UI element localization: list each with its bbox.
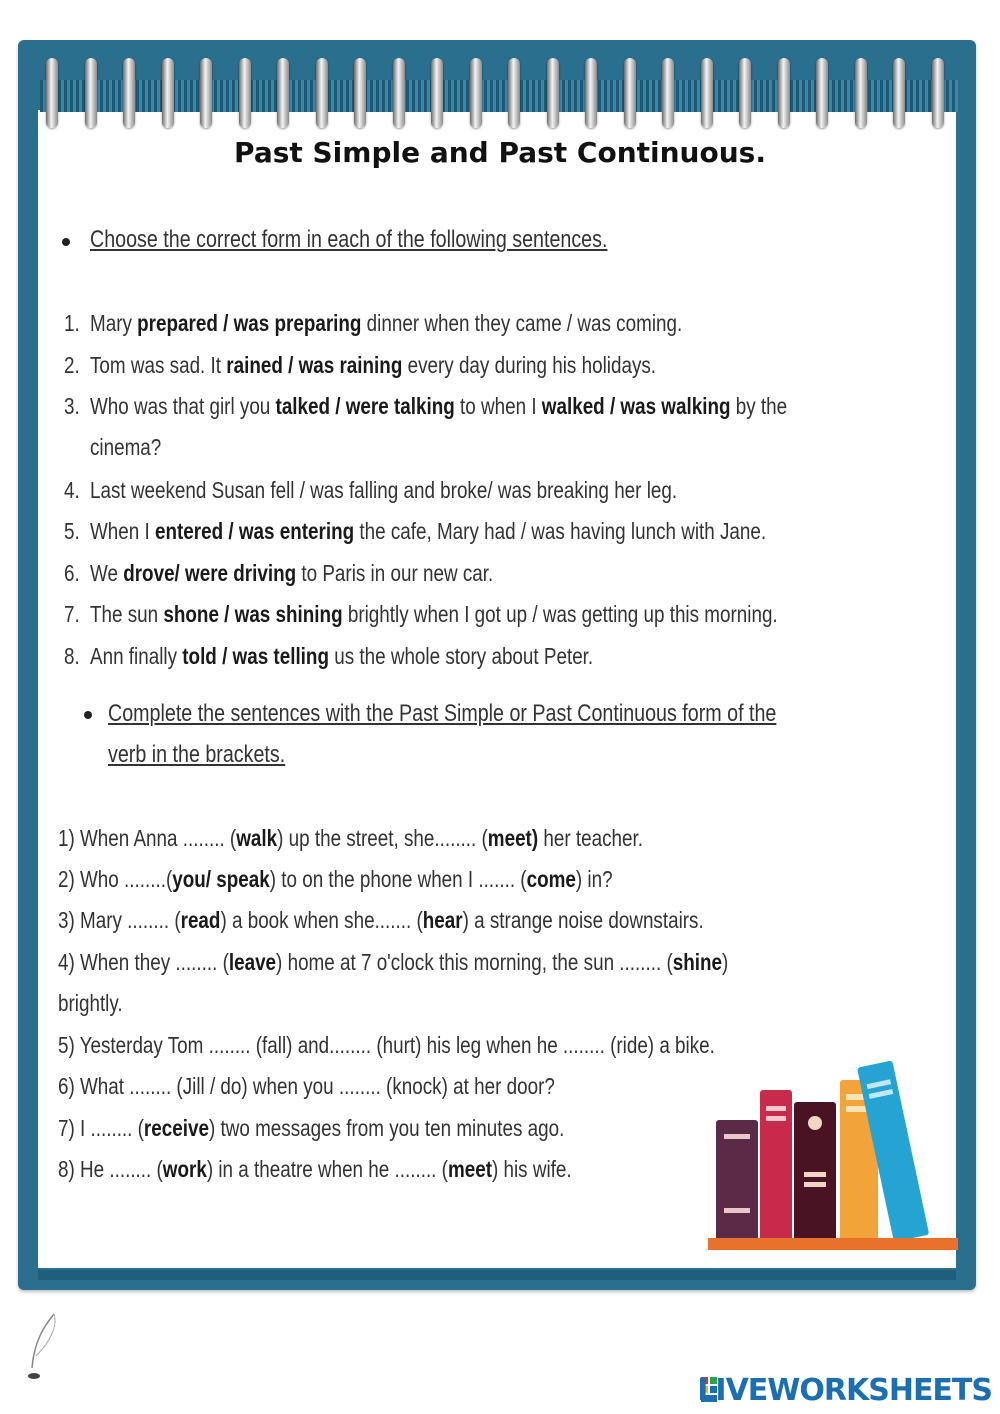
verb-option: drove/ were driving xyxy=(123,560,297,586)
section2-instruction-line1: Complete the sentences with the Past Simple or Past Continuous form of the xyxy=(108,700,777,727)
verb-option: shine xyxy=(672,949,723,975)
sentence-line xyxy=(58,1073,555,1100)
item-number: 2. xyxy=(64,352,80,378)
verb-option: told / was telling xyxy=(182,643,329,669)
verb-option: meet) xyxy=(487,825,539,851)
sentence-text: by the xyxy=(730,393,788,419)
sentence-text: 2) Who ........( xyxy=(58,866,173,892)
sentence-text: ) a book when she....... ( xyxy=(220,907,423,933)
sentence-line xyxy=(58,1115,564,1142)
verb-option: come xyxy=(526,866,576,892)
books-illustration xyxy=(708,1040,960,1250)
spiral-ring xyxy=(816,58,828,128)
spiral-ring xyxy=(431,58,443,128)
sentence-text: her teacher. xyxy=(538,825,643,851)
book-icon xyxy=(760,1090,792,1242)
sentence-text: dinner when they came / was coming. xyxy=(361,310,683,336)
sentence-text: us the whole story about Peter. xyxy=(328,643,594,669)
spiral-ring xyxy=(123,58,135,128)
spiral-ring xyxy=(508,58,520,128)
sentence-line xyxy=(58,1156,572,1183)
sentence-text: Mary xyxy=(90,310,138,336)
sentence-text: ) in? xyxy=(575,866,613,892)
sentence-text: ) xyxy=(722,949,729,975)
sentence-line xyxy=(58,949,728,976)
sentence-text: ) in a theatre when he ........ ( xyxy=(206,1156,448,1182)
sentence-line xyxy=(90,477,677,504)
sentence-text: 8) He ........ ( xyxy=(58,1156,163,1182)
sentence-text: 7) I ........ ( xyxy=(58,1115,144,1141)
sentence-line xyxy=(58,907,704,934)
spiral-ring xyxy=(701,58,713,128)
sentence-line xyxy=(90,310,682,337)
item-number: 4. xyxy=(64,477,80,503)
spiral-ring xyxy=(316,58,328,128)
sentence-text: ) a strange noise downstairs. xyxy=(462,907,704,933)
spiral-ring xyxy=(470,58,482,128)
sentence-line xyxy=(90,434,161,461)
sentence-text: 4) When they ........ ( xyxy=(58,949,229,975)
spiral-ring xyxy=(46,58,58,128)
sentence-text: Who was that girl you xyxy=(90,393,276,419)
sentence-text: 6) What ........ (Jill / do) when you ........ (knock) at her door? xyxy=(58,1073,555,1099)
sentence-text: Tom was sad. It xyxy=(90,352,227,378)
spiral-ring xyxy=(585,58,597,128)
spiral-ring xyxy=(393,58,405,128)
item-number: 7. xyxy=(64,601,80,627)
verb-option: entered / was entering xyxy=(154,518,355,544)
sentence-text: 3) Mary ........ ( xyxy=(58,907,181,933)
notebook-bottom-edge xyxy=(38,1270,956,1280)
item-number: 6. xyxy=(64,560,80,586)
spiral-ring xyxy=(855,58,867,128)
sentence-text: to Paris in our new car. xyxy=(296,560,494,586)
section2-instruction-line2: verb in the brackets. xyxy=(108,741,286,768)
verb-option: rained / was raining xyxy=(226,352,403,378)
sentence-text: Ann finally xyxy=(90,643,183,669)
sentence-text: brightly when I got up / was getting up this morning. xyxy=(342,601,778,627)
verb-option: shone / was shining xyxy=(163,601,343,627)
sentence-text: to when I xyxy=(454,393,542,419)
quill-icon xyxy=(24,1312,64,1384)
sentence-text: The sun xyxy=(90,601,164,627)
sentence-text: 1) When Anna ........ ( xyxy=(58,825,237,851)
sentence-line xyxy=(58,866,613,893)
spiral-ring xyxy=(893,58,905,128)
verb-option: leave xyxy=(228,949,277,975)
item-number: 3. xyxy=(64,393,80,419)
sentence-line xyxy=(90,560,493,587)
book-icon xyxy=(794,1102,836,1242)
item-number: 8. xyxy=(64,643,80,669)
bullet-icon xyxy=(84,711,92,719)
verb-option: work xyxy=(162,1156,207,1182)
sentence-line xyxy=(90,518,766,545)
spiral-ring xyxy=(162,58,174,128)
spiral-ring xyxy=(277,58,289,128)
verb-option: walked / was walking xyxy=(541,393,731,419)
spiral-ring xyxy=(239,58,251,128)
sentence-text: Last weekend Susan fell / was falling and broke/ was breaking her leg. xyxy=(90,477,678,503)
sentence-line xyxy=(58,990,123,1017)
verb-option: meet xyxy=(447,1156,492,1182)
sentence-line xyxy=(90,393,787,420)
item-number: 5. xyxy=(64,518,80,544)
verb-option: prepared / was preparing xyxy=(137,310,362,336)
verb-option: receive xyxy=(143,1115,209,1141)
section1-instruction: Choose the correct form in each of the following sentences. xyxy=(90,226,608,253)
page-title: Past Simple and Past Continuous. xyxy=(234,136,766,169)
item-number: 1. xyxy=(64,310,80,336)
spiral-ring xyxy=(354,58,366,128)
sentence-line xyxy=(90,352,656,379)
sentence-text: We xyxy=(90,560,124,586)
sentence-text: ) two messages from you ten minutes ago. xyxy=(208,1115,565,1141)
bookshelf xyxy=(708,1238,958,1250)
verb-option: talked / were talking xyxy=(275,393,455,419)
sentence-line xyxy=(90,643,593,670)
verb-option: hear xyxy=(422,907,463,933)
spiral-ring xyxy=(932,58,944,128)
sentence-text: When I xyxy=(90,518,155,544)
sentence-line xyxy=(58,825,643,852)
sentence-text: ) to on the phone when I ....... ( xyxy=(269,866,527,892)
spiral-ring xyxy=(778,58,790,128)
sentence-text: cinema? xyxy=(90,434,162,460)
sentence-text: every day during his holidays. xyxy=(402,352,657,378)
liveworksheets-logo: LIVEWORKSHEETS xyxy=(697,1373,992,1408)
sentence-text: ) home at 7 o'clock this morning, the sun ........ ( xyxy=(276,949,673,975)
book-icon xyxy=(716,1120,758,1242)
bullet-icon xyxy=(62,238,70,246)
sentence-line xyxy=(90,601,778,628)
verb-option: you/ speak xyxy=(172,866,270,892)
spiral-ring xyxy=(547,58,559,128)
verb-option: read xyxy=(180,907,221,933)
sentence-text: ) up the street, she........ ( xyxy=(277,825,488,851)
verb-option: walk xyxy=(236,825,278,851)
spiral-ring xyxy=(624,58,636,128)
sentence-text: ) his wife. xyxy=(491,1156,572,1182)
sentence-text: 5) Yesterday Tom ........ (fall) and........ (hurt) his leg when he ........ (ride) a bike. xyxy=(58,1032,715,1058)
sentence-text: brightly. xyxy=(58,990,123,1016)
sentence-line xyxy=(58,1032,715,1059)
spiral-ring xyxy=(85,58,97,128)
spiral-ring xyxy=(200,58,212,128)
spiral-ring xyxy=(739,58,751,128)
sentence-text: the cafe, Mary had / was having lunch with Jane. xyxy=(354,518,767,544)
spiral-ring xyxy=(662,58,674,128)
